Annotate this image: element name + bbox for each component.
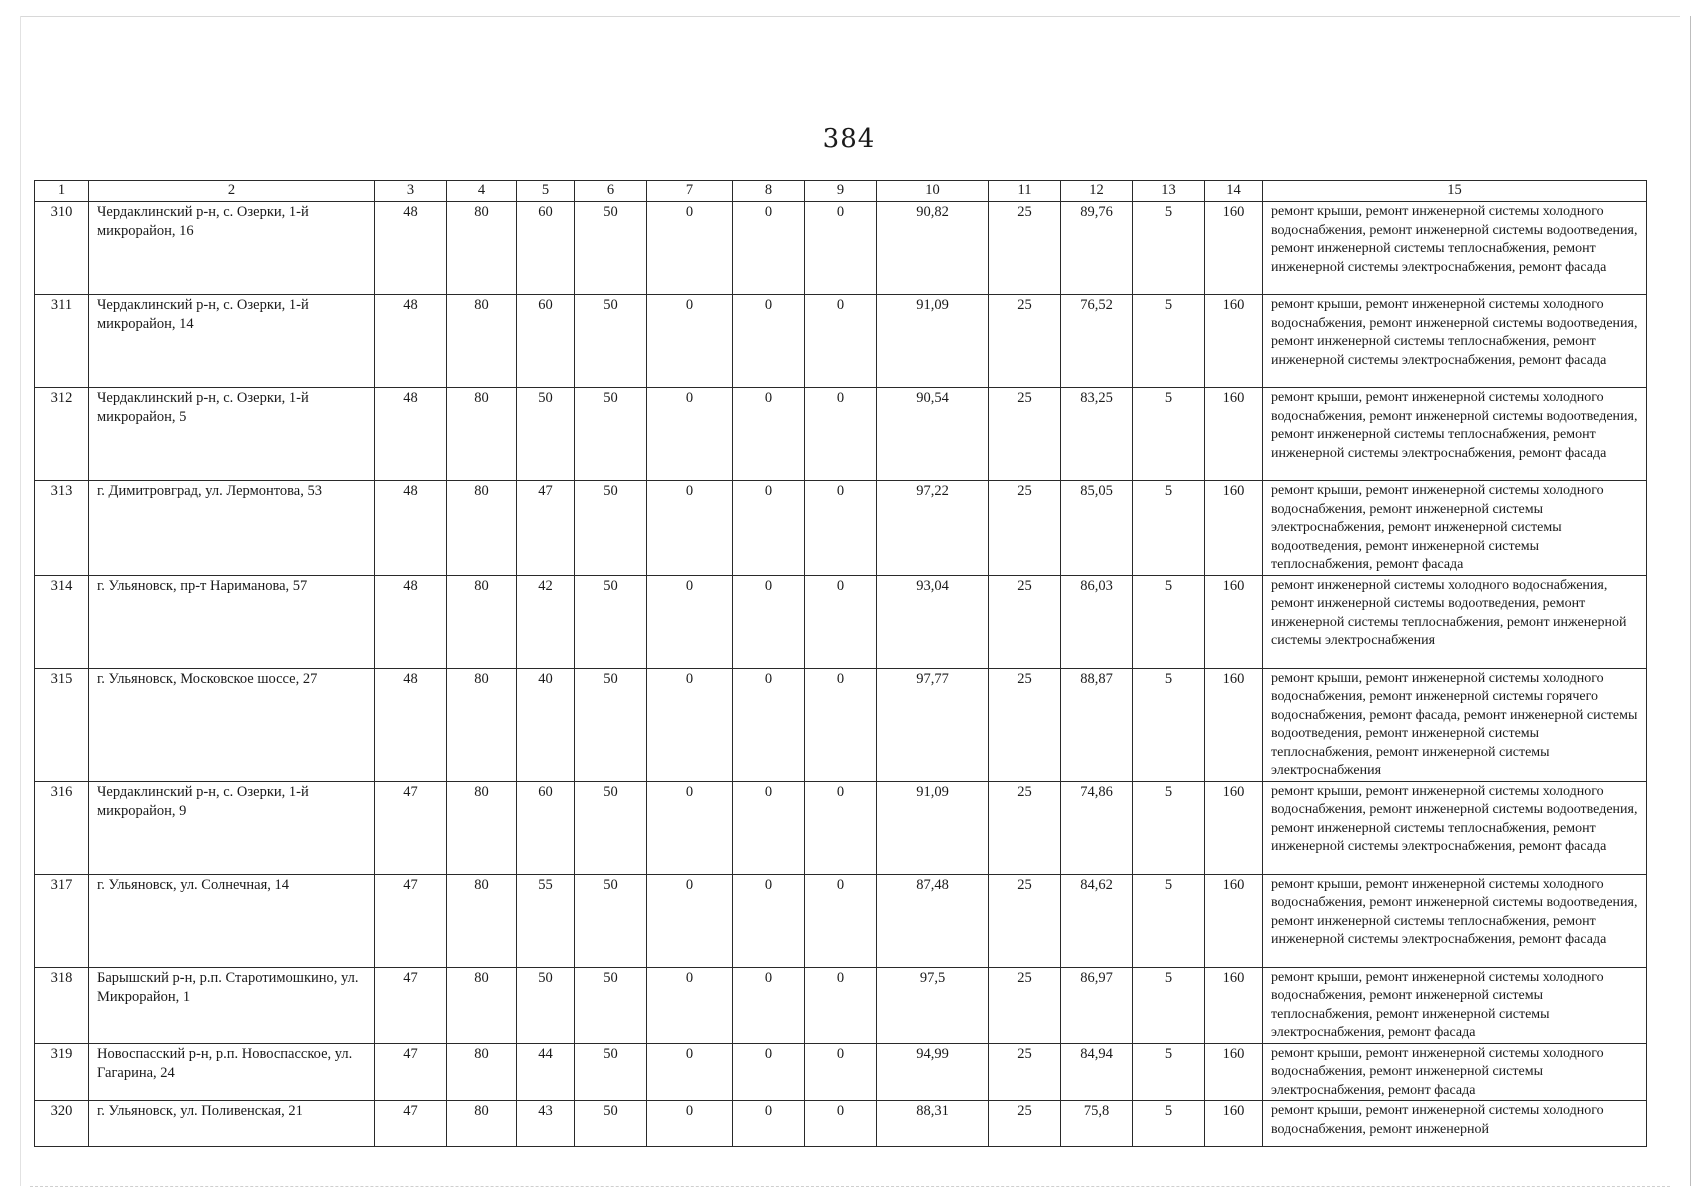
table-cell: 60: [517, 781, 575, 874]
table-cell: 76,52: [1061, 295, 1133, 388]
table-cell: 160: [1205, 1101, 1263, 1147]
column-header: 10: [877, 181, 989, 202]
scan-edge-left: [20, 16, 21, 1186]
table-cell: 0: [647, 575, 733, 668]
table-cell: 5: [1133, 388, 1205, 481]
table-cell: 0: [805, 202, 877, 295]
table-cell: 91,09: [877, 295, 989, 388]
table-cell: 0: [805, 481, 877, 576]
table-cell: 5: [1133, 668, 1205, 781]
works-cell: ремонт крыши, ремонт инженерной системы холодного водоснабжения, ремонт инженерной системы электроснабжения, ремонт инженерной системы водоотведения, ремонт инженерной системы теплоснабжения, ремонт фасада: [1263, 481, 1647, 576]
column-header: 1: [35, 181, 89, 202]
table-cell: 80: [447, 575, 517, 668]
table-cell: 50: [575, 967, 647, 1043]
row-number: 313: [35, 481, 89, 576]
table-cell: 5: [1133, 1043, 1205, 1101]
register-table: [34, 180, 1647, 1147]
table-cell: 86,97: [1061, 967, 1133, 1043]
table-cell: 50: [575, 1101, 647, 1147]
table-cell: 48: [375, 295, 447, 388]
works-cell: ремонт крыши, ремонт инженерной системы холодного водоснабжения, ремонт инженерной системы водоотведения, ремонт инженерной системы теплоснабжения, ремонт инженерной системы электроснабжения, ремонт фасада: [1263, 781, 1647, 874]
table-cell: 25: [989, 874, 1061, 967]
table-cell: 80: [447, 388, 517, 481]
table-cell: 55: [517, 874, 575, 967]
address-cell: г. Ульяновск, пр-т Нариманова, 57: [89, 575, 375, 668]
table-cell: 25: [989, 295, 1061, 388]
table-cell: 25: [989, 202, 1061, 295]
table-cell: 5: [1133, 1101, 1205, 1147]
table-cell: 50: [575, 575, 647, 668]
table-cell: 91,09: [877, 781, 989, 874]
row-number: 310: [35, 202, 89, 295]
row-number: 315: [35, 668, 89, 781]
table-cell: 48: [375, 575, 447, 668]
column-header: 9: [805, 181, 877, 202]
table-row: [35, 295, 1647, 388]
table-cell: 0: [733, 295, 805, 388]
address-cell: Чердаклинский р-н, с. Озерки, 1-й микрорайон, 9: [89, 781, 375, 874]
table-cell: 0: [805, 967, 877, 1043]
table-cell: 50: [575, 1043, 647, 1101]
table-cell: 60: [517, 202, 575, 295]
table-cell: 90,82: [877, 202, 989, 295]
table-cell: 0: [805, 1101, 877, 1147]
works-cell: ремонт крыши, ремонт инженерной системы холодного водоснабжения, ремонт инженерной системы водоотведения, ремонт инженерной системы теплоснабжения, ремонт инженерной системы электроснабжения, ремонт фасада: [1263, 295, 1647, 388]
table-cell: 44: [517, 1043, 575, 1101]
table-cell: 80: [447, 668, 517, 781]
row-number: 318: [35, 967, 89, 1043]
table-cell: 50: [517, 967, 575, 1043]
table-cell: 160: [1205, 295, 1263, 388]
table-cell: 97,77: [877, 668, 989, 781]
works-cell: ремонт крыши, ремонт инженерной системы холодного водоснабжения, ремонт инженерной системы водоотведения, ремонт инженерной системы теплоснабжения, ремонт инженерной системы электроснабжения, ремонт фасада: [1263, 874, 1647, 967]
table-cell: 47: [375, 1101, 447, 1147]
table-cell: 0: [805, 781, 877, 874]
table-cell: 0: [647, 295, 733, 388]
table-cell: 5: [1133, 575, 1205, 668]
table-cell: 25: [989, 388, 1061, 481]
table-cell: 160: [1205, 781, 1263, 874]
table-cell: 42: [517, 575, 575, 668]
table-cell: 160: [1205, 1043, 1263, 1101]
table-cell: 25: [989, 781, 1061, 874]
table-row: [35, 781, 1647, 874]
table-row: [35, 874, 1647, 967]
column-header: 4: [447, 181, 517, 202]
table-cell: 94,99: [877, 1043, 989, 1101]
table-cell: 160: [1205, 874, 1263, 967]
works-cell: ремонт крыши, ремонт инженерной системы холодного водоснабжения, ремонт инженерной системы водоотведения, ремонт инженерной системы теплоснабжения, ремонт инженерной системы электроснабжения, ремонт фасада: [1263, 388, 1647, 481]
works-cell: ремонт крыши, ремонт инженерной системы холодного водоснабжения, ремонт инженерной системы теплоснабжения, ремонт инженерной системы электроснабжения, ремонт фасада: [1263, 967, 1647, 1043]
column-header: 5: [517, 181, 575, 202]
table-cell: 47: [375, 967, 447, 1043]
table-row: [35, 575, 1647, 668]
column-header: 14: [1205, 181, 1263, 202]
table-cell: 160: [1205, 668, 1263, 781]
address-cell: Чердаклинский р-н, с. Озерки, 1-й микрорайон, 5: [89, 388, 375, 481]
table-cell: 80: [447, 295, 517, 388]
table-cell: 47: [375, 1043, 447, 1101]
table-cell: 80: [447, 1101, 517, 1147]
column-header: 8: [733, 181, 805, 202]
table-cell: 50: [575, 874, 647, 967]
works-cell: ремонт крыши, ремонт инженерной системы холодного водоснабжения, ремонт инженерной системы горячего водоснабжения, ремонт фасада, ремонт инженерной системы водоотведения, ремонт инженерной системы теплоснабжения, ремонт инженерной системы электроснабжения: [1263, 668, 1647, 781]
table-cell: 0: [805, 388, 877, 481]
table-cell: 25: [989, 967, 1061, 1043]
table-cell: 25: [989, 1043, 1061, 1101]
table-cell: 48: [375, 388, 447, 481]
table-cell: 5: [1133, 481, 1205, 576]
works-cell: ремонт крыши, ремонт инженерной системы холодного водоснабжения, ремонт инженерной системы электроснабжения, ремонт фасада: [1263, 1043, 1647, 1101]
table-cell: 60: [517, 295, 575, 388]
table-cell: 75,8: [1061, 1101, 1133, 1147]
address-cell: г. Ульяновск, ул. Солнечная, 14: [89, 874, 375, 967]
table-cell: 87,48: [877, 874, 989, 967]
table-cell: 80: [447, 874, 517, 967]
table-cell: 93,04: [877, 575, 989, 668]
table-cell: 0: [805, 1043, 877, 1101]
table-cell: 80: [447, 967, 517, 1043]
table-cell: 160: [1205, 481, 1263, 576]
table-cell: 160: [1205, 202, 1263, 295]
table-cell: 84,94: [1061, 1043, 1133, 1101]
table-cell: 0: [647, 202, 733, 295]
table-cell: 5: [1133, 295, 1205, 388]
table-cell: 50: [517, 388, 575, 481]
table-row: [35, 481, 1647, 576]
table-cell: 0: [805, 295, 877, 388]
table-cell: 47: [517, 481, 575, 576]
works-cell: ремонт крыши, ремонт инженерной системы холодного водоснабжения, ремонт инженерной: [1263, 1101, 1647, 1147]
table-cell: 0: [733, 1101, 805, 1147]
table-cell: 25: [989, 668, 1061, 781]
row-number: 317: [35, 874, 89, 967]
table-cell: 0: [647, 668, 733, 781]
table-cell: 80: [447, 1043, 517, 1101]
column-header: 2: [89, 181, 375, 202]
table-cell: 89,76: [1061, 202, 1133, 295]
table-cell: 50: [575, 668, 647, 781]
table-header: [35, 181, 1647, 202]
column-header: 11: [989, 181, 1061, 202]
table-cell: 48: [375, 481, 447, 576]
table-cell: 88,31: [877, 1101, 989, 1147]
table-cell: 0: [733, 388, 805, 481]
table-cell: 74,86: [1061, 781, 1133, 874]
table-cell: 0: [647, 781, 733, 874]
table-cell: 5: [1133, 781, 1205, 874]
table-cell: 0: [805, 874, 877, 967]
table-row: [35, 202, 1647, 295]
table-cell: 40: [517, 668, 575, 781]
address-cell: Барышский р-н, р.п. Старотимошкино, ул. Микрорайон, 1: [89, 967, 375, 1043]
table-cell: 86,03: [1061, 575, 1133, 668]
table-cell: 48: [375, 202, 447, 295]
table-cell: 88,87: [1061, 668, 1133, 781]
table-cell: 85,05: [1061, 481, 1133, 576]
table-row: [35, 668, 1647, 781]
table-cell: 5: [1133, 874, 1205, 967]
row-number: 316: [35, 781, 89, 874]
works-cell: ремонт инженерной системы холодного водоснабжения, ремонт инженерной системы водоотведения, ремонт инженерной системы теплоснабжения, ремонт инженерной системы электроснабжения: [1263, 575, 1647, 668]
address-cell: Чердаклинский р-н, с. Озерки, 1-й микрорайон, 16: [89, 202, 375, 295]
table-cell: 50: [575, 388, 647, 481]
table-cell: 80: [447, 781, 517, 874]
table-cell: 160: [1205, 575, 1263, 668]
table-cell: 47: [375, 874, 447, 967]
table-cell: 5: [1133, 202, 1205, 295]
row-number: 312: [35, 388, 89, 481]
table-cell: 0: [733, 481, 805, 576]
scan-edge-right: [1690, 16, 1691, 1186]
column-header: 13: [1133, 181, 1205, 202]
table-cell: 25: [989, 481, 1061, 576]
table-cell: 47: [375, 781, 447, 874]
table-cell: 0: [733, 1043, 805, 1101]
table-cell: 0: [733, 874, 805, 967]
table-cell: 0: [647, 388, 733, 481]
table-cell: 0: [733, 202, 805, 295]
address-cell: Чердаклинский р-н, с. Озерки, 1-й микрорайон, 14: [89, 295, 375, 388]
column-header: 6: [575, 181, 647, 202]
column-header: 12: [1061, 181, 1133, 202]
table-cell: 97,22: [877, 481, 989, 576]
row-number: 320: [35, 1101, 89, 1147]
table-cell: 160: [1205, 967, 1263, 1043]
table-cell: 0: [805, 575, 877, 668]
table-row: [35, 388, 1647, 481]
table-cell: 0: [647, 967, 733, 1043]
row-number: 319: [35, 1043, 89, 1101]
table-cell: 0: [733, 967, 805, 1043]
row-number: 311: [35, 295, 89, 388]
table-cell: 25: [989, 1101, 1061, 1147]
column-header: 7: [647, 181, 733, 202]
table-cell: 0: [647, 481, 733, 576]
column-header: 3: [375, 181, 447, 202]
scan-edge-bottom: [30, 1186, 1670, 1187]
table-cell: 50: [575, 295, 647, 388]
table-cell: 5: [1133, 967, 1205, 1043]
table-cell: 0: [647, 874, 733, 967]
table-cell: 48: [375, 668, 447, 781]
table-row: [35, 1043, 1647, 1101]
table-cell: 25: [989, 575, 1061, 668]
address-cell: Новоспасский р-н, р.п. Новоспасское, ул. Гагарина, 24: [89, 1043, 375, 1101]
table-cell: 0: [733, 668, 805, 781]
page-number: 384: [822, 124, 876, 154]
table-row: [35, 1101, 1647, 1147]
table-cell: 90,54: [877, 388, 989, 481]
table-body: [35, 202, 1647, 1147]
table-cell: 160: [1205, 388, 1263, 481]
address-cell: г. Димитровград, ул. Лермонтова, 53: [89, 481, 375, 576]
column-number-row: [35, 181, 1647, 202]
works-cell: ремонт крыши, ремонт инженерной системы холодного водоснабжения, ремонт инженерной системы водоотведения, ремонт инженерной системы теплоснабжения, ремонт инженерной системы электроснабжения, ремонт фасада: [1263, 202, 1647, 295]
table-cell: 0: [805, 668, 877, 781]
address-cell: г. Ульяновск, Московское шоссе, 27: [89, 668, 375, 781]
row-number: 314: [35, 575, 89, 668]
table-cell: 97,5: [877, 967, 989, 1043]
table-cell: 0: [647, 1101, 733, 1147]
address-cell: г. Ульяновск, ул. Поливенская, 21: [89, 1101, 375, 1147]
table-cell: 80: [447, 202, 517, 295]
table-cell: 50: [575, 202, 647, 295]
table-cell: 83,25: [1061, 388, 1133, 481]
table-cell: 0: [733, 781, 805, 874]
table-cell: 50: [575, 481, 647, 576]
table-cell: 80: [447, 481, 517, 576]
table-row: [35, 967, 1647, 1043]
table-cell: 0: [733, 575, 805, 668]
column-header: 15: [1263, 181, 1647, 202]
table-cell: 84,62: [1061, 874, 1133, 967]
table-cell: 0: [647, 1043, 733, 1101]
table-cell: 50: [575, 781, 647, 874]
table-cell: 43: [517, 1101, 575, 1147]
scan-edge-top: [20, 16, 1680, 17]
